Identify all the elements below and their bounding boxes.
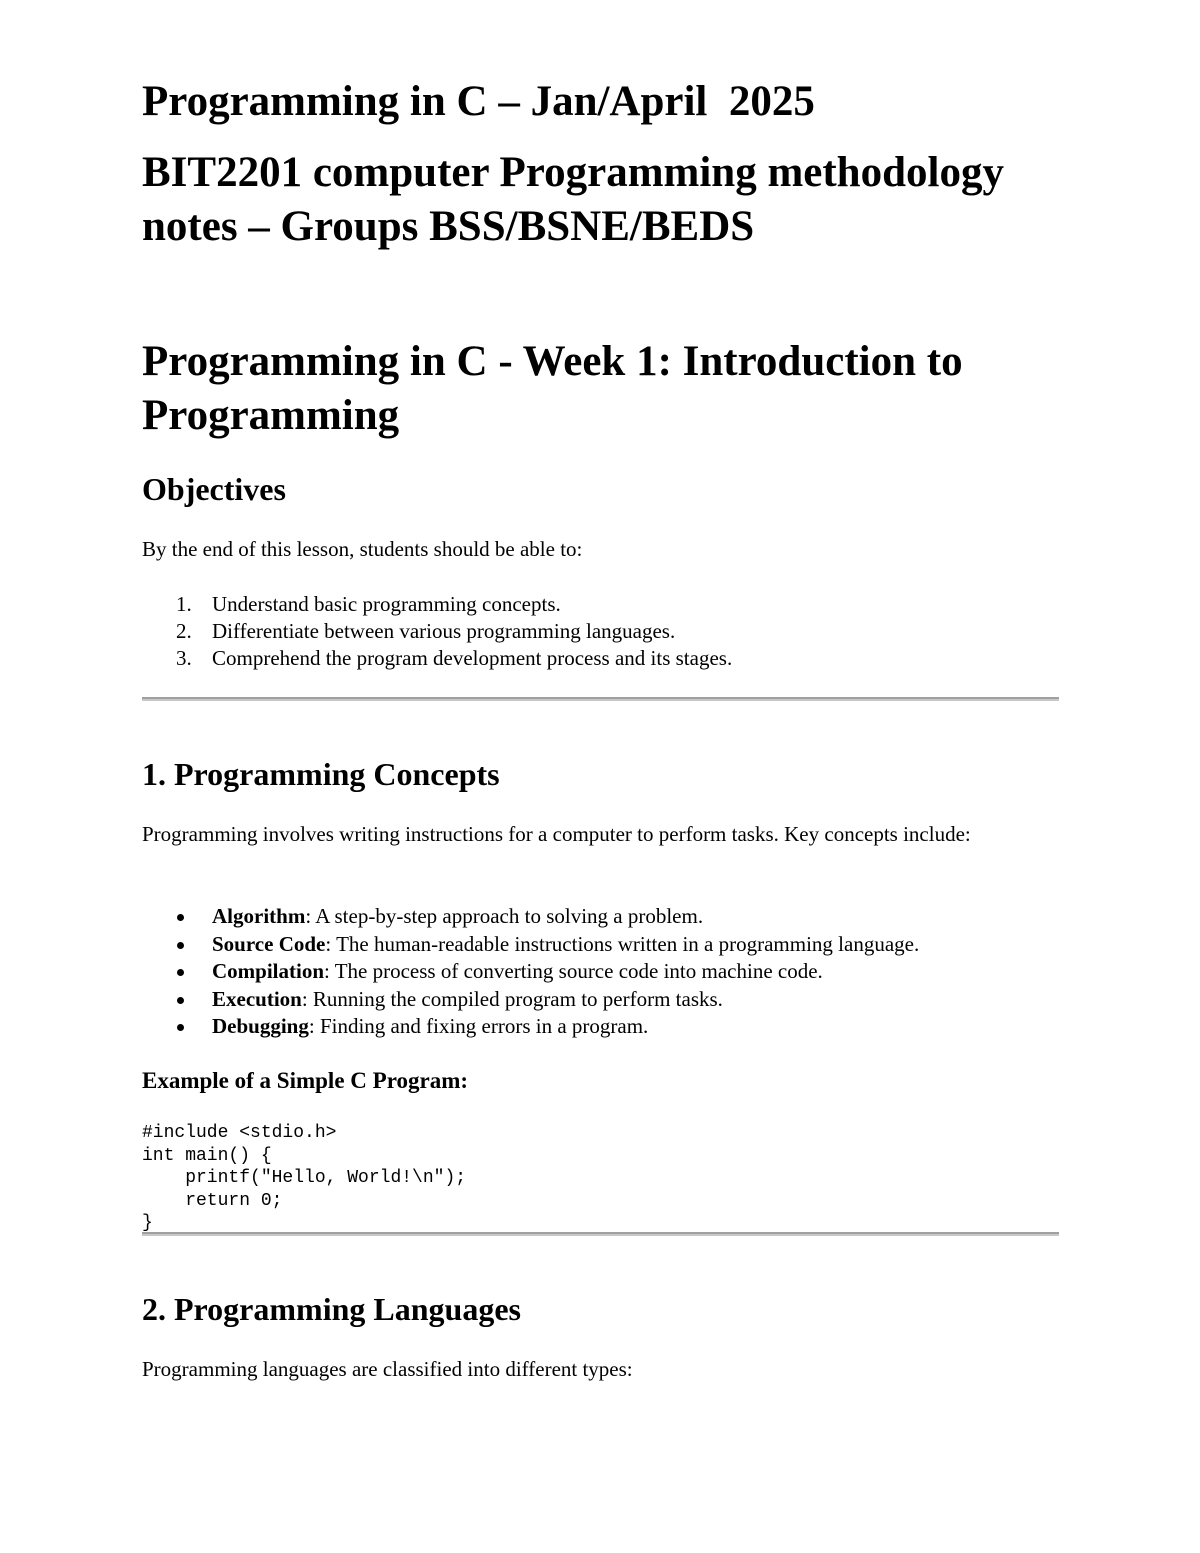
document-subtitle: BIT2201 computer Programming methodology notes – Groups BSS/BSNE/BEDS (142, 149, 1015, 250)
list-item (142, 591, 732, 618)
list-item (142, 986, 919, 1014)
concept-term: Algorithm (212, 904, 306, 928)
concept-term: Execution (212, 986, 302, 1011)
list-item-number: 3. (176, 646, 192, 670)
list-item-number: 1. (176, 592, 192, 616)
concepts-list (142, 903, 919, 1041)
list-item (142, 903, 919, 931)
list-item-text: Comprehend the program development process and its stages. (212, 646, 733, 670)
concept-description: : The process of converting source code into machine code. (324, 959, 823, 983)
concept-term: Compilation (212, 959, 325, 983)
horizontal-rule (142, 697, 1059, 701)
week-heading: Programming in C - Week 1: Introduction to Programming (142, 338, 974, 439)
concepts-heading: 1. Programming Concepts (142, 756, 500, 792)
concept-term: Debugging (212, 1014, 309, 1038)
list-item-text: Differentiate between various programming languages. (212, 619, 676, 643)
concepts-intro: Programming involves writing instructions for a computer to perform tasks. Key concepts include: (142, 822, 971, 846)
list-item-text: Understand basic programming concepts. (212, 592, 561, 616)
concept-description: : Running the compiled program to perform tasks. (301, 986, 723, 1011)
list-item (142, 931, 919, 959)
example-heading: Example of a Simple C Program: (142, 1068, 469, 1093)
bullet-icon (177, 997, 184, 1004)
bullet-icon (177, 969, 184, 976)
concept-description: : The human-readable instructions written in a programming language. (325, 931, 920, 956)
objectives-intro: By the end of this lesson, students should be able to: (142, 537, 583, 561)
code-block: #include <stdio.h> int main() { printf("Hello, World!\n"); return 0; } (142, 1123, 467, 1234)
bullet-icon (177, 1024, 184, 1031)
languages-intro: Programming languages are classified into different types: (142, 1357, 633, 1381)
list-item (142, 618, 732, 645)
objectives-list (142, 591, 732, 672)
bullet-icon (177, 914, 184, 921)
list-item (142, 1013, 919, 1041)
document-page (142, 0, 1059, 1553)
list-item (142, 958, 919, 986)
objectives-heading: Objectives (142, 471, 286, 507)
concept-description: : Finding and fixing errors in a program. (308, 1014, 649, 1038)
concept-term: Source Code (212, 931, 326, 956)
concept-description: : A step-by-step approach to solving a problem. (305, 904, 704, 928)
horizontal-rule (142, 1232, 1059, 1236)
bullet-icon (177, 942, 184, 949)
languages-heading: 2. Programming Languages (142, 1291, 521, 1327)
document-title: Programming in C – Jan/April 2025 (142, 78, 815, 125)
list-item (142, 645, 732, 672)
list-item-number: 2. (176, 619, 192, 643)
